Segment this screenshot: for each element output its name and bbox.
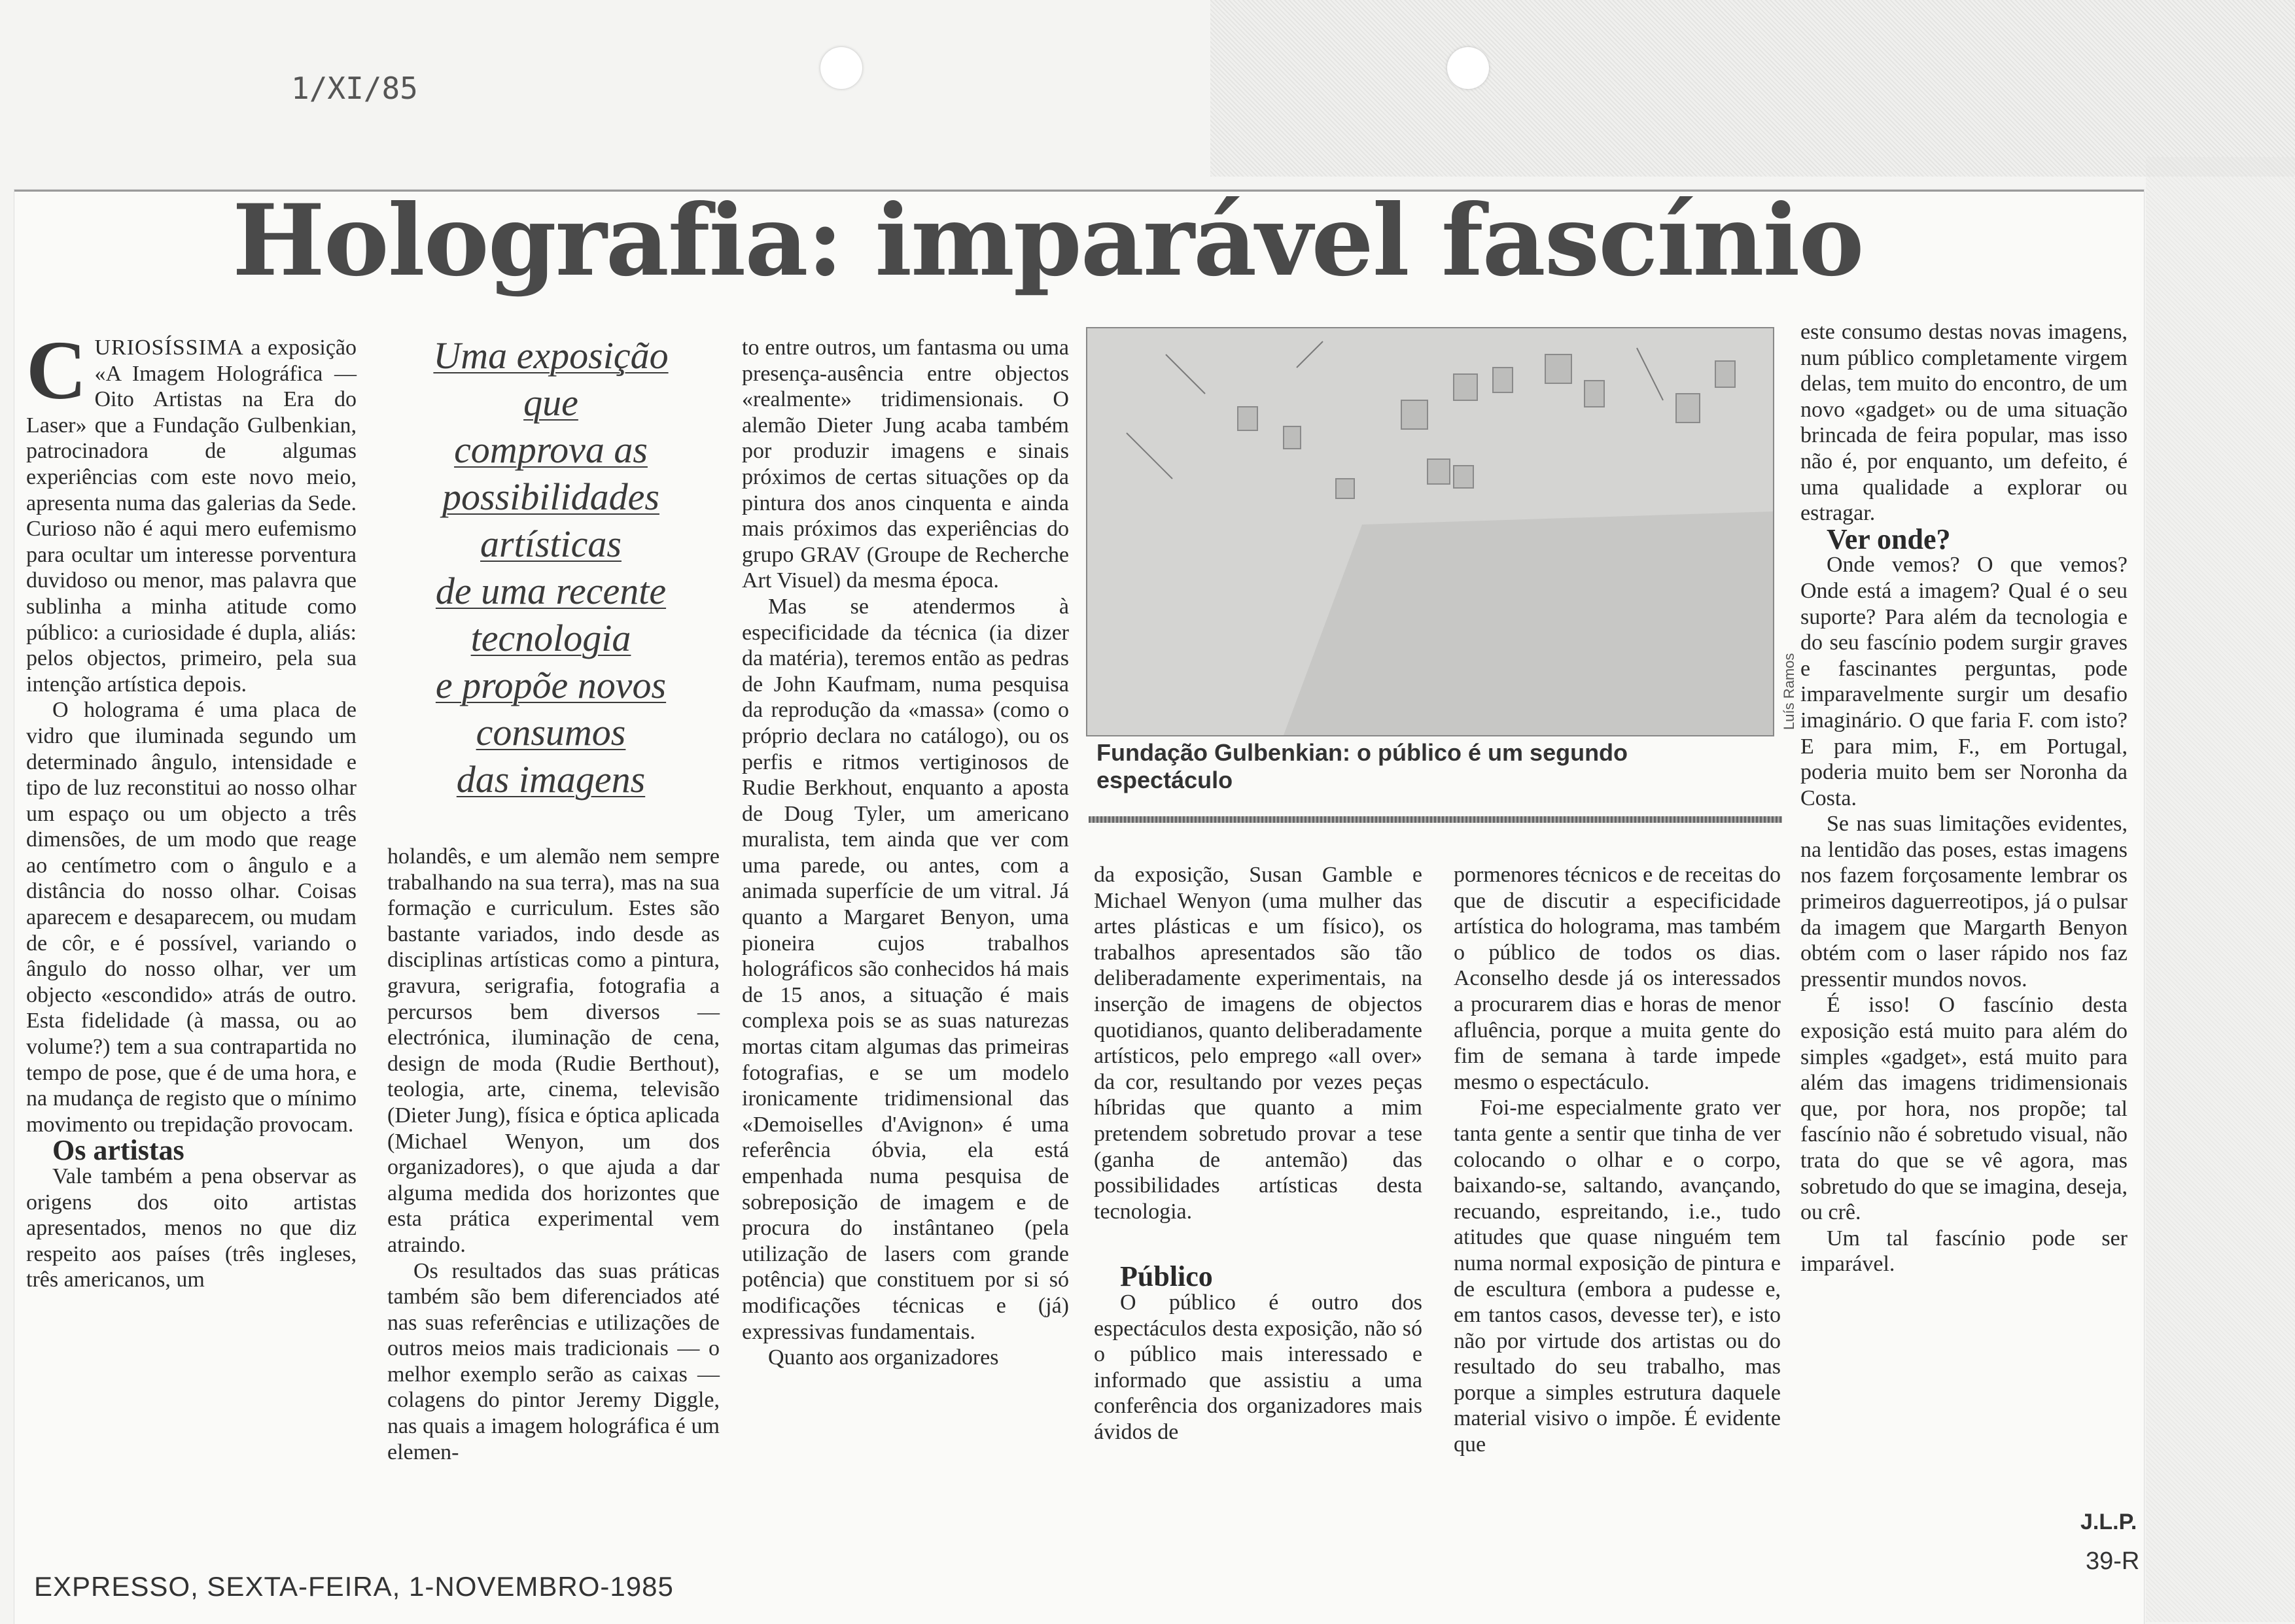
drop-cap: C: [26, 324, 87, 417]
photo-illustration: [1087, 328, 1773, 735]
col2-paragraph-1: holandês, e um alemão nem sempre trabalhando na sua terra), mas na sua formação e curriculum. Estes são bastante variados, indo desde as disciplinas artísticas como a pintura, gravura, serigrafia, fotografia a percursos bem diversos — electrónica, iluminação de cena, design de moda (Rudie Berthout), teologia, arte, cinema, televisão (Dieter Jung), física e óptica aplicada (Michael Wenyon, um dos organizadores), o que ajuda a dar alguma medida dos horizontes que esta prática experimental vem atraindo.: [387, 844, 720, 1257]
col3-paragraph-3: Quanto aos organizadores: [768, 1345, 999, 1370]
column-5: [1454, 862, 1781, 1458]
pull-quote-line: tecnologia: [470, 617, 631, 659]
pull-quote-line: Uma exposição: [433, 334, 669, 377]
scan-texture-top-right: [1210, 0, 2295, 177]
handwritten-date: 1/XI/85: [291, 71, 418, 106]
pull-quote-line: que: [523, 381, 578, 424]
col3-paragraph-1: to entre outros, um fantasma ou uma presença-ausência entre objectos «realmente» tridimensionais. O alemão Dieter Jung acaba também por produzir imagens e sinais próximos de certas situações op da pintura dos anos cinquenta e ainda mais próximos das experiências do grupo GRAV (Groupe de Recherche Art Visuel) da mesma época.: [742, 336, 1069, 593]
headline: Holografia: imparável fascínio: [232, 183, 1863, 298]
photo-credit: Luís Ramos: [1781, 653, 1797, 730]
horizontal-rule: [1089, 816, 1782, 823]
col1-paragraph-3: Vale também a pena observar as origens dos oito artistas apresentados, menos no que diz respeito aos países (três ingleses, três americanos, um: [26, 1164, 357, 1292]
col1-paragraph-1: [26, 324, 357, 697]
subheading-where: Ver onde?: [1827, 523, 1951, 555]
pull-quote-line: consumos: [476, 711, 626, 753]
column-2: [387, 844, 720, 1465]
pull-quote-line: comprova as: [454, 428, 648, 471]
pull-quote-line: das imagens: [456, 758, 646, 801]
newspaper-footer: EXPRESSO, SEXTA-FEIRA, 1-NOVEMBRO-1985: [34, 1571, 674, 1602]
column-4: [1094, 862, 1422, 1445]
col4-paragraph-2: O público é outro dos espectáculos desta exposição, não só o público mais interessado e informado que assistiu a uma conferência dos organizadores mais ávidos de: [1094, 1290, 1422, 1444]
col6-paragraph-4: É isso! O fascínio desta exposição está muito para além do simples «gadget», está muito para além das imagens tridimensionais que, por hora, nos propõe; tal fascínio não é sobretudo visual, não trata do que se vê agora, mas sobretudo do que se imagina, deseja, ou crê.: [1800, 993, 2128, 1225]
lead-caps: URIOSÍSSIMA: [94, 336, 244, 360]
column-1: [26, 324, 357, 1293]
col1-paragraph-2: O holograma é uma placa de vidro que iluminada segundo um determinado ângulo, intensidade e tipo de luz reconstitui ao nosso olhar um espaço ou um objecto a três dimensões, de um modo que reage ao centímetro com o ângulo e a distância do nosso olhar. Coisas aparecem e desaparecem, ou mudam de côr, e é possível, variando o ângulo do nosso olhar, ver um objecto «escondido» atrás de outro. Esta fidelidade (à massa, ou ao volume?) tem a sua contrapartida no tempo de pose, que é de uma hora, e na mudança de registo que o mínimo movimento ou trepidação provocam.: [26, 698, 357, 1137]
author-signature: J.L.P.: [2080, 1510, 2137, 1534]
pull-quote-line: possibilidades: [442, 475, 659, 518]
col4-paragraph-1: da exposição, Susan Gamble e Michael Wenyon (uma mulher das artes plásticas e um físico), os trabalhos apresentados são tão deliberadamente experimentais, na inserção de imagens de objectos quotidianos, quanto deliberadamente artísticos, pelo emprego «all over» da cor, resultando por vezes peças híbridas que quanto a mim pretendem sobretudo provar a tese (ganha de antemão) das possibilidades artísticas desta tecnologia.: [1094, 863, 1422, 1224]
subheading-public: Público: [1120, 1260, 1213, 1293]
punch-hole-right: [1447, 47, 1489, 89]
col5-paragraph-1: pormenores técnicos e de receitas do que de discutir a especificidade artística do holograma, mas também o público de todos os dias. Aconselho desde já os interessados a procurarem dias e horas de menor afluência, porque a muita gente do fim de semana à tarde impede mesmo o espectáculo.: [1454, 863, 1781, 1094]
exhibition-photo: [1086, 327, 1774, 736]
col3-paragraph-2: Mas se atendermos à especificidade da técnica (ia dizer da matéria), teremos então as pedras de John Kaufmam, numa pesquisa da reprodução da «massa» (como o próprio declara no catálogo), ou os perfis e ritmos vertiginosos de Rudie Berkhout, enquanto a aposta de Doug Tyler, um americano muralista, tem ainda que ver com uma parede, ou antes, com a animada superfície de um vitral. Já quanto a Margaret Benyon, uma pioneira cujos trabalhos holográficos são conhecidos há mais de 15 anos, a situação é mais complexa pois se as suas naturezas mortas citam algumas das primeiras fotografias, e se um modelo ironicamente tridimensional das «Demoiselles d'Avignon» é uma referência óbvia, ela está empenhada numa pesquisa de sobreposição de imagem e de procura do instântaneo (pela utilização de lasers com grande potência) que constituem por si só modificações técnicas e (já) expressivas fundamentais.: [742, 594, 1069, 1344]
col5-paragraph-2: Foi-me especialmente grato ver tanta gente a sentir que tinha de ver colocando o olhar e o corpo, baixando-se, saltando, avançando, recuando, espreitando, i.e., tudo atitudes que quase ninguém tem numa normal exposição de pintura e de escultura (embora a pudesse e, em tantos casos, devesse ter), e isto não por virtude dos artistas ou do resultado do seu trabalho, mas porque a simples estrutura daquele material visivo o impõe. É evidente que: [1454, 1096, 1781, 1457]
pull-quote-line: de uma recente: [435, 570, 667, 612]
col1-p1-text: a exposição «A Imagem Holográfica — Oito Artistas na Era do Laser» que a Fundação Gulbenkian, patrocinadora de algumas experiências com este novo meio, apresenta numa das galerias da Sede. Curioso não é aqui mero eufemismo para ocultar um interesse porventura duvidoso ou menor, mas palavra que sublinha a minha atitude como público: a curiosidade é dupla, aliás: pelos objectos, primeiro, pela sua intenção artística depois.: [26, 336, 357, 697]
col6-paragraph-3: Se nas suas limitações evidentes, na lentidão das poses, estas imagens nos fazem forçosamente lembrar os primeiros daguerreotipos, já o pulsar da imagem que Margarth Benyon obtém com o laser rápido nos faz pressentir mundos novos.: [1800, 812, 2128, 992]
punch-hole-left: [820, 47, 862, 89]
pull-quote: [374, 332, 727, 803]
col6-paragraph-2: Onde vemos? O que vemos? Onde está a imagem? Qual é o seu suporte? Para além da tecnologia e do seu fascínio podem surgir graves e fascinantes perguntas, pode imparavelmente surgir um desafio imaginário. O que faria F. com isto? E para mim, F., em Portugal, poderia muito bem ser Noronha da Costa.: [1800, 553, 2128, 810]
page-number: 39-R: [2086, 1547, 2140, 1575]
scan-texture-right: [2146, 157, 2295, 1622]
col6-paragraph-5: Um tal fascínio pode ser imparável.: [1800, 1226, 2128, 1277]
photo-caption: Fundação Gulbenkian: o público é um segundo espectáculo: [1096, 739, 1628, 793]
pull-quote-line: artísticas: [480, 523, 622, 565]
column-3: [742, 335, 1069, 1371]
column-6: [1800, 319, 2128, 1277]
pull-quote-line: e propõe novos: [435, 664, 667, 706]
col2-paragraph-2: Os resultados das suas práticas também são bem diferenciados até nas suas referências e utilizações de outros meios mais tradicionais — o melhor exemplo serão as caixas — colagens do pintor Jeremy Diggle, nas quais a imagem holográfica é um elemen-: [387, 1258, 720, 1464]
col6-paragraph-1: este consumo destas novas imagens, num público completamente virgem delas, tem muito do encontro, de um novo «gadget» ou de uma situação brincada de feira popular, mas isso não é, por enquanto, um defeito, é uma qualidade a explorar ou estragar.: [1800, 320, 2128, 526]
subheading-artists: Os artistas: [52, 1134, 184, 1167]
